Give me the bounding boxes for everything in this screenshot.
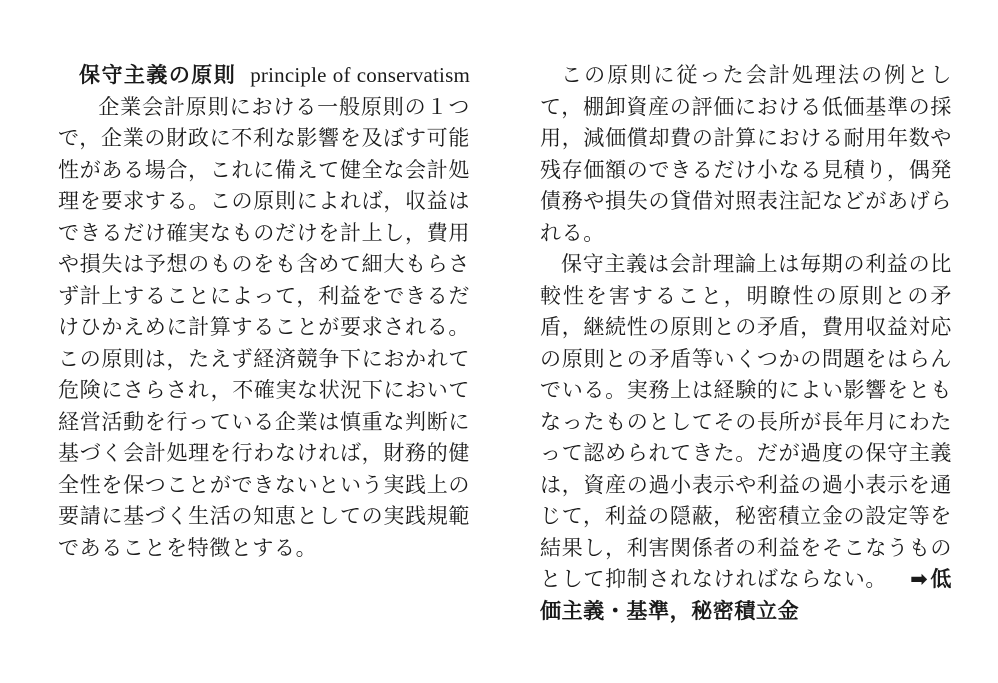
- entry-paragraph-3: [540, 249, 952, 627]
- cross-reference-link[interactable]: 低価主義・基準，秘密積立金: [540, 567, 952, 623]
- entry-paragraph-1: [58, 60, 470, 564]
- entry-headword: 保守主義の原則: [79, 63, 237, 87]
- entry-english-term: principle of conservatism: [250, 63, 470, 87]
- entry-paragraph-2: この原則に従った会計処理法の例として，棚卸資産の評価における低価基準の採用，減価償却費の計算における耐用年数や残存価額のできるだけ小なる見積り，偶発債務や損失の貸借対照表注記などがあげられる。: [540, 63, 952, 245]
- right-column: [540, 60, 952, 627]
- entry-definition: 企業会計原則における一般原則の１つで，企業の財政に不利な影響を及ぼす可能性がある場合，これに備えて健全な会計処理を要求する。この原則によれば，収益はできるだけ確実なものだけを計上し，費用や損失は予想のものをも含めて細大もらさず計上することによって，利益をできるだけひかえめに計算することが要求される。この原則は，たえず経済競争下におかれて危険にさらされ，不確実な状況下において経営活動を行っている企業は慎重な判断に基づく会計処理を行わなければ，財務的健全性を保つことができないという実践上の要請に基づく生活の知恵としての実践規範であることを特徴とする。: [58, 94, 470, 560]
- cross-reference-arrow-icon: ➡: [910, 567, 929, 591]
- entry-paragraph-3-text: 保守主義は会計理論上は毎期の利益の比較性を害すること，明瞭性の原則との矛盾，継続性の原則との矛盾，費用収益対応の原則との矛盾等いくつかの問題をはらんでいる。実務上は経験的によい影響をともなったものとしてその長所が長年月にわたって認められてきた。だが過度の保守主義は，資産の過小表示や利益の過小表示を通じて，利益の隠蔽，秘密積立金の設定等を結果し，利害関係者の利益をそこなうものとして抑制されなければならない。: [540, 252, 952, 591]
- left-column: [58, 60, 470, 564]
